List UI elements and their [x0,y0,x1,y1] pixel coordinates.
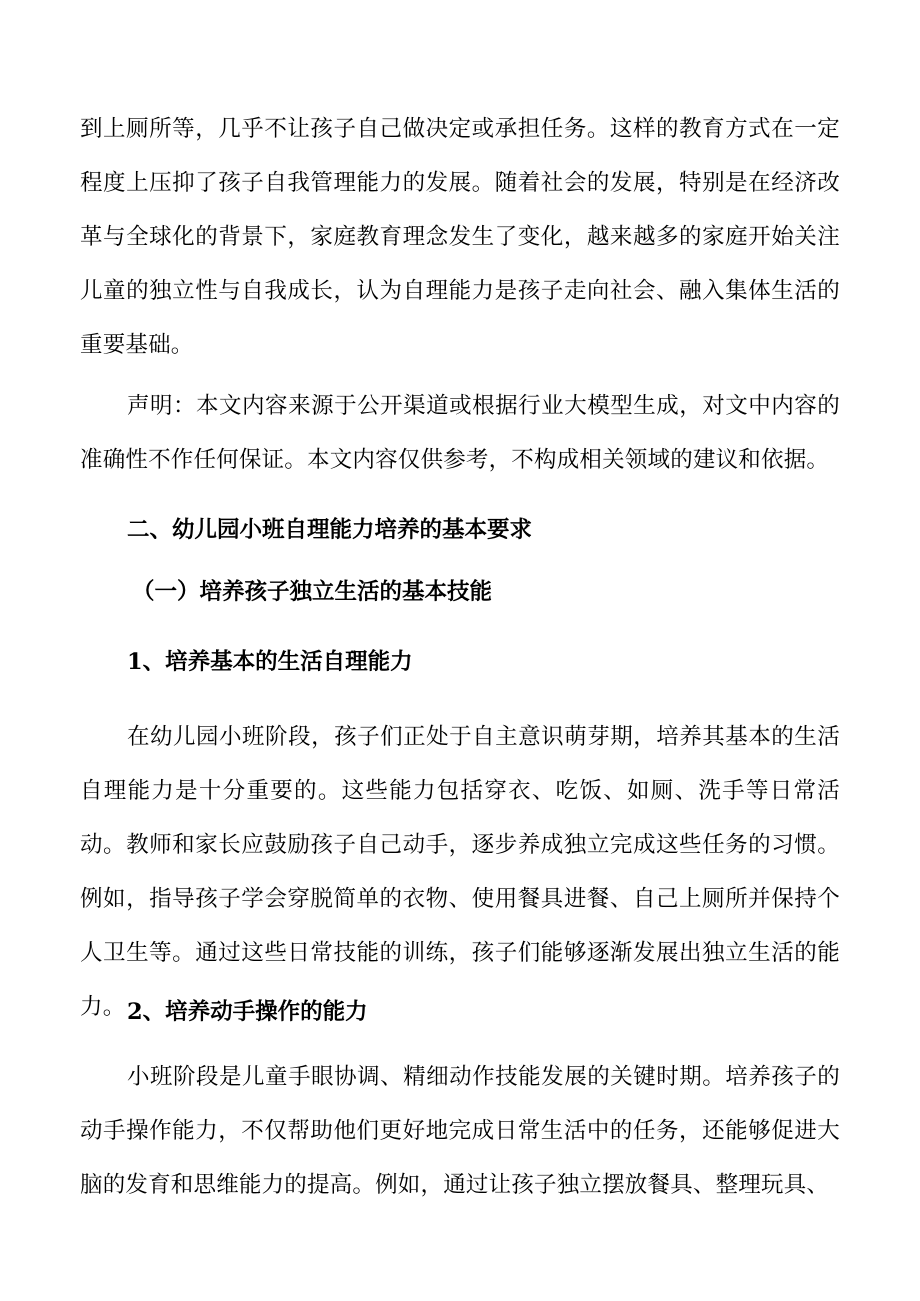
body-paragraph-continued: 到上厕所等，几乎不让孩子自己做决定或承担任务。这样的教育方式在一定程度上压抑了孩子自我管理能力的发展。随着社会的发展，特别是在经济改革与全球化的背景下，家庭教育理念发生了变化，越来越多的家庭开始关注儿童的独立性与自我成长，认为自理能力是孩子走向社会、融入集体生活的重要基础。 [80,116,840,358]
subsection-heading: （一）培养孩子独立生活的基本技能 [132,579,493,605]
section-heading: 二、幼儿园小班自理能力培养的基本要求 [127,517,533,543]
body-paragraph-self-care: 在幼儿园小班阶段，孩子们正处于自主意识萌芽期，培养其基本的生活自理能力是十分重要的。这些能力包括穿衣、吃饭、如厕、洗手等日常活动。教师和家长应鼓励孩子自己动手，逐步养成独立完成这些任务的习惯。例如，指导孩子学会穿脱简单的衣物、使用餐具进餐、自己上厕所并保持个人卫生等。通过这些日常技能的训练，孩子们能够逐渐发展出独立生活的能力。 [80,724,840,1020]
item-heading-1: 1、培养基本的生活自理能力 [127,649,413,675]
body-paragraph-hands-on: 小班阶段是儿童手眼协调、精细动作技能发展的关键时期。培养孩子的动手操作能力，不仅帮助他们更好地完成日常生活中的任务，还能够促进大脑的发育和思维能力的提高。例如，通过让孩子独立摆放餐具、整理玩具、 [80,1064,840,1198]
disclaimer-paragraph: 声明：本文内容来源于公开渠道或根据行业大模型生成，对文中内容的准确性不作任何保证。本文内容仅供参考，不构成相关领域的建议和依据。 [80,393,840,473]
item-heading-2: 2、培养动手操作的能力 [127,999,368,1025]
